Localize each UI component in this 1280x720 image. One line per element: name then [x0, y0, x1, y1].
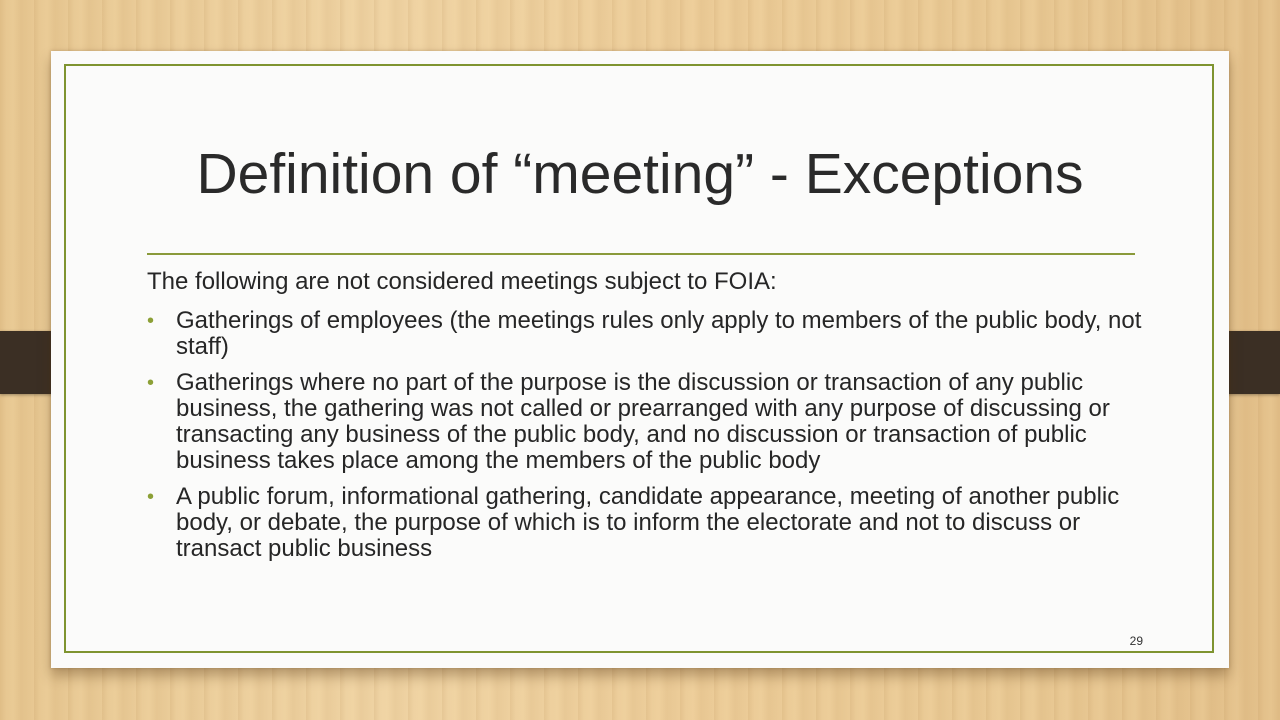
bullet-list: [147, 308, 1147, 562]
bullet-item: [147, 484, 1147, 562]
bullet-text: Gatherings where no part of the purpose is the discussion or transaction of any public business, the gathering was not called or prearranged with any purpose of discussing or transacting any business of the public body, and no discussion or transaction of public business takes place among the members of the public body: [176, 369, 1110, 474]
slide-number: 29: [1129, 634, 1143, 648]
bullet-dot-icon: •: [147, 310, 155, 332]
bullet-item: [147, 308, 1147, 360]
bullet-item: [147, 370, 1147, 474]
intro-text: The following are not considered meetings subject to FOIA:: [147, 268, 777, 295]
bullet-dot-icon: •: [147, 372, 155, 394]
bullet-text: Gatherings of employees (the meetings rules only apply to members of the public body, not staff): [176, 307, 1142, 360]
slide-title: Definition of “meeting” - Exceptions: [196, 142, 1084, 206]
title-divider: [147, 253, 1135, 255]
bullet-text: A public forum, informational gathering, candidate appearance, meeting of another public body, or debate, the purpose of which is to inform the electorate and not to discuss or transact public business: [176, 483, 1120, 562]
bullet-dot-icon: •: [147, 486, 155, 508]
slide-body: [147, 268, 1147, 572]
slide-card: [51, 51, 1229, 668]
